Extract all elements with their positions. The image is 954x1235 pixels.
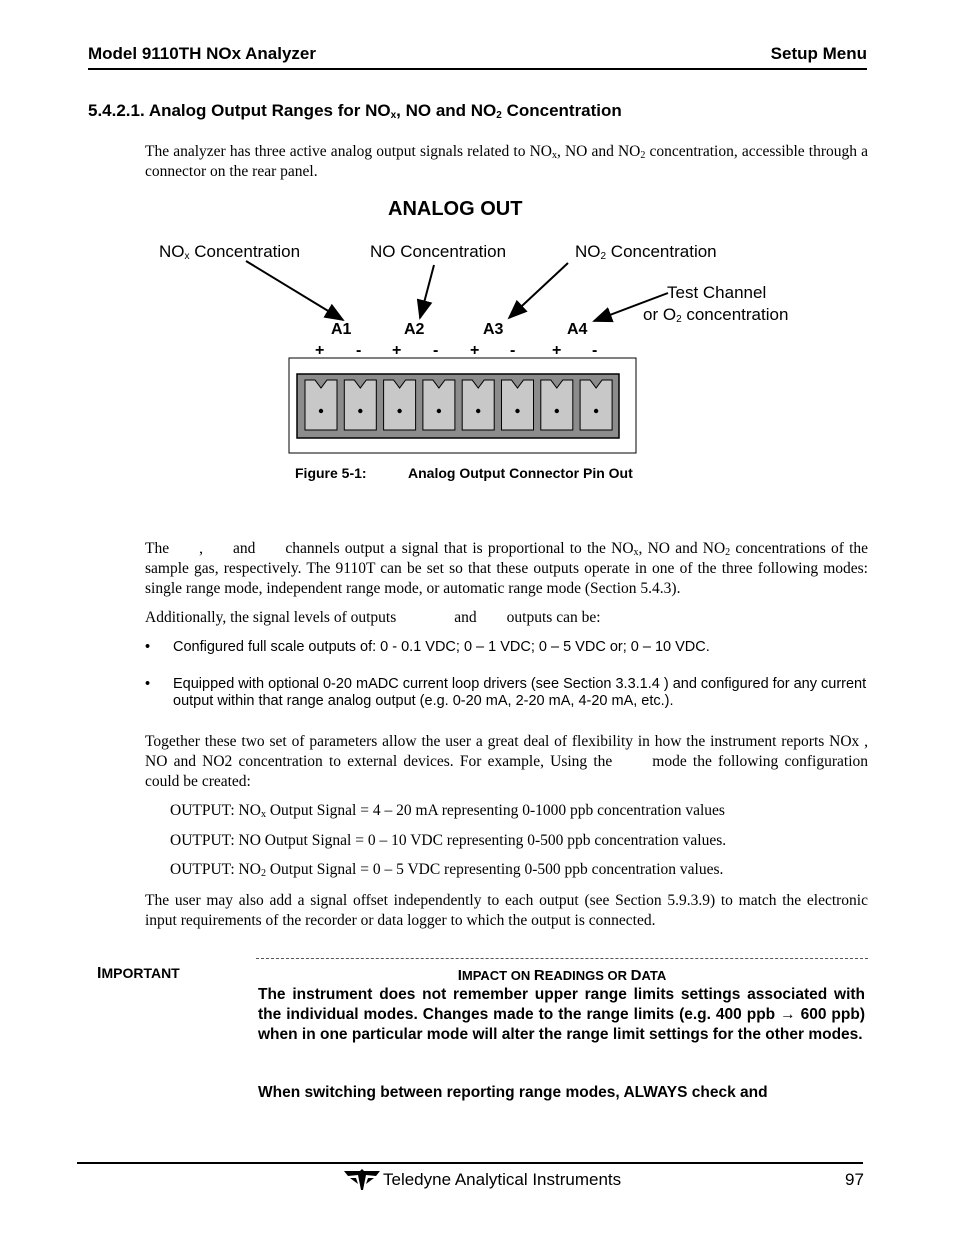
page-number: 97 bbox=[845, 1170, 864, 1189]
important-divider bbox=[256, 958, 868, 959]
arrow-right-icon: → bbox=[780, 1006, 796, 1023]
section-number: 5.4.2.1. bbox=[88, 101, 145, 120]
important-label: IMPORTANT bbox=[97, 965, 180, 982]
o2-concentration-label: or $O_2$ concentration bbox=[643, 305, 789, 325]
channel-a1: A1 bbox=[331, 321, 352, 338]
channels-paragraph: The , and channels output a signal that is proportional to the $NO_x$, NO and $NO_2$ concentrations of the sample gas, respectively. The 9110T can be set so that these outputs operate in one of the three following modes: single range mode, independent range mode, or automatic range mode (Section 5.4.3). bbox=[145, 540, 869, 597]
test-channel-label: Test Channel bbox=[667, 283, 767, 302]
bullet-item: • Configured full scale outputs of: 0 - 0.1 VDC; 0 – 1 VDC; 0 – 5 VDC or; 0 – 10 VDC. bbox=[145, 639, 710, 655]
bullet-item: • Equipped with optional 0-20 mADC current loop drivers (see Section 3.3.1.4 ) and configured for any current output within that range analog output (e.g. 0-20 mA, 2-20 mA, 4-20 mA, etc.). bbox=[145, 676, 867, 709]
connector-pin bbox=[423, 380, 455, 430]
polarity-4: - bbox=[433, 342, 439, 359]
polarity-1: + bbox=[315, 342, 325, 359]
nox-arrow bbox=[246, 261, 343, 320]
connector-pin bbox=[502, 380, 534, 430]
important-heading: IMPACT ON READINGS OR DATA bbox=[457, 967, 667, 984]
pin-contact-dot bbox=[476, 409, 480, 413]
connector-diagram bbox=[0, 0, 954, 470]
signal-levels-paragraph: Additionally, the signal levels of outputs and outputs can be: bbox=[145, 609, 601, 626]
channel-a4: A4 bbox=[567, 321, 588, 338]
pin-contact-dot bbox=[555, 409, 559, 413]
nox-concentration-label: $NO_x$ Concentration bbox=[159, 242, 301, 262]
header-section: Setup Menu bbox=[770, 44, 867, 63]
connector-pin bbox=[305, 380, 337, 430]
output-line: OUTPUT: NO Output Signal = 0 – 10 VDC representing 0-500 ppb concentration values. bbox=[170, 832, 727, 849]
polarity-3: + bbox=[392, 342, 402, 359]
test-channel-arrow bbox=[594, 293, 668, 321]
pin-contact-dot bbox=[358, 409, 362, 413]
pin-contact-dot bbox=[397, 409, 401, 413]
no-arrow bbox=[420, 265, 434, 318]
polarity-6: - bbox=[510, 342, 516, 359]
no2-arrow bbox=[509, 263, 568, 318]
no-concentration-label: NO Concentration bbox=[370, 242, 507, 261]
connector-pin bbox=[580, 380, 612, 430]
offset-paragraph: The user may also add a signal offset independently to each output (see Section 5.9.3.9) to match the electronic input requirements of the recorder or data logger to which the output is connected. bbox=[145, 892, 868, 929]
connector-pin bbox=[384, 380, 416, 430]
output-line: OUTPUT: $NO_2$ Output Signal = 0 – 5 VDC representing 0-500 ppb concentration values. bbox=[170, 861, 724, 879]
intro-paragraph: The analyzer has three active analog output signals related to $NO_x$, NO and $NO_2$ concentration, accessible through a connector on the rear panel. bbox=[145, 143, 868, 180]
pin-contact-dot bbox=[319, 409, 323, 413]
connector-pin bbox=[462, 380, 494, 430]
pin-contact-dot bbox=[594, 409, 598, 413]
pin-contact-dot bbox=[437, 409, 441, 413]
figure-caption-text: Analog Output Connector Pin Out bbox=[408, 465, 633, 481]
figure-title: ANALOG OUT bbox=[388, 198, 523, 220]
header-title: Model 9110TH NOx Analyzer bbox=[88, 44, 317, 63]
channel-a2: A2 bbox=[404, 321, 425, 338]
important-body-2: When switching between reporting range modes, ALWAYS check and bbox=[258, 1084, 768, 1101]
flexibility-paragraph: Together these two set of parameters allow the user a great deal of flexibility in how the instrument reports NOx , NO and NO2 concentration to external devices. For example, Using the mode the following configuration could be created: bbox=[145, 733, 868, 790]
polarity-5: + bbox=[470, 342, 480, 359]
section-heading: 5.4.2.1. Analog Output Ranges for $NO_x$, NO and $NO_2$ Concentration bbox=[88, 101, 622, 121]
polarity-7: + bbox=[552, 342, 562, 359]
figure-caption-number: Figure 5-1: bbox=[295, 465, 367, 481]
pin-contact-dot bbox=[515, 409, 519, 413]
bullet-dot-icon: • bbox=[145, 676, 151, 692]
polarity-8: - bbox=[592, 342, 598, 359]
channel-a3: A3 bbox=[483, 321, 504, 338]
important-body-1: The instrument does not remember upper range limits settings associated with the individual modes. Changes made to the range limits (e.g. 400 ppb → 600 ppb) when in one particular mode will alter the range limit settings for the other modes. bbox=[258, 986, 865, 1043]
bullet-dot-icon: • bbox=[145, 639, 151, 655]
polarity-2: - bbox=[356, 342, 362, 359]
footer-company: Teledyne Analytical Instruments bbox=[383, 1170, 622, 1189]
output-line: OUTPUT: $NO_x$ Output Signal = 4 – 20 mA representing 0-1000 ppb concentration values bbox=[170, 802, 725, 820]
teledyne-logo-icon bbox=[344, 1169, 380, 1191]
connector-pin bbox=[541, 380, 573, 430]
connector-pin bbox=[344, 380, 376, 430]
footer-rule bbox=[77, 1162, 863, 1164]
no2-concentration-label: $NO_2$ Concentration bbox=[575, 242, 717, 262]
